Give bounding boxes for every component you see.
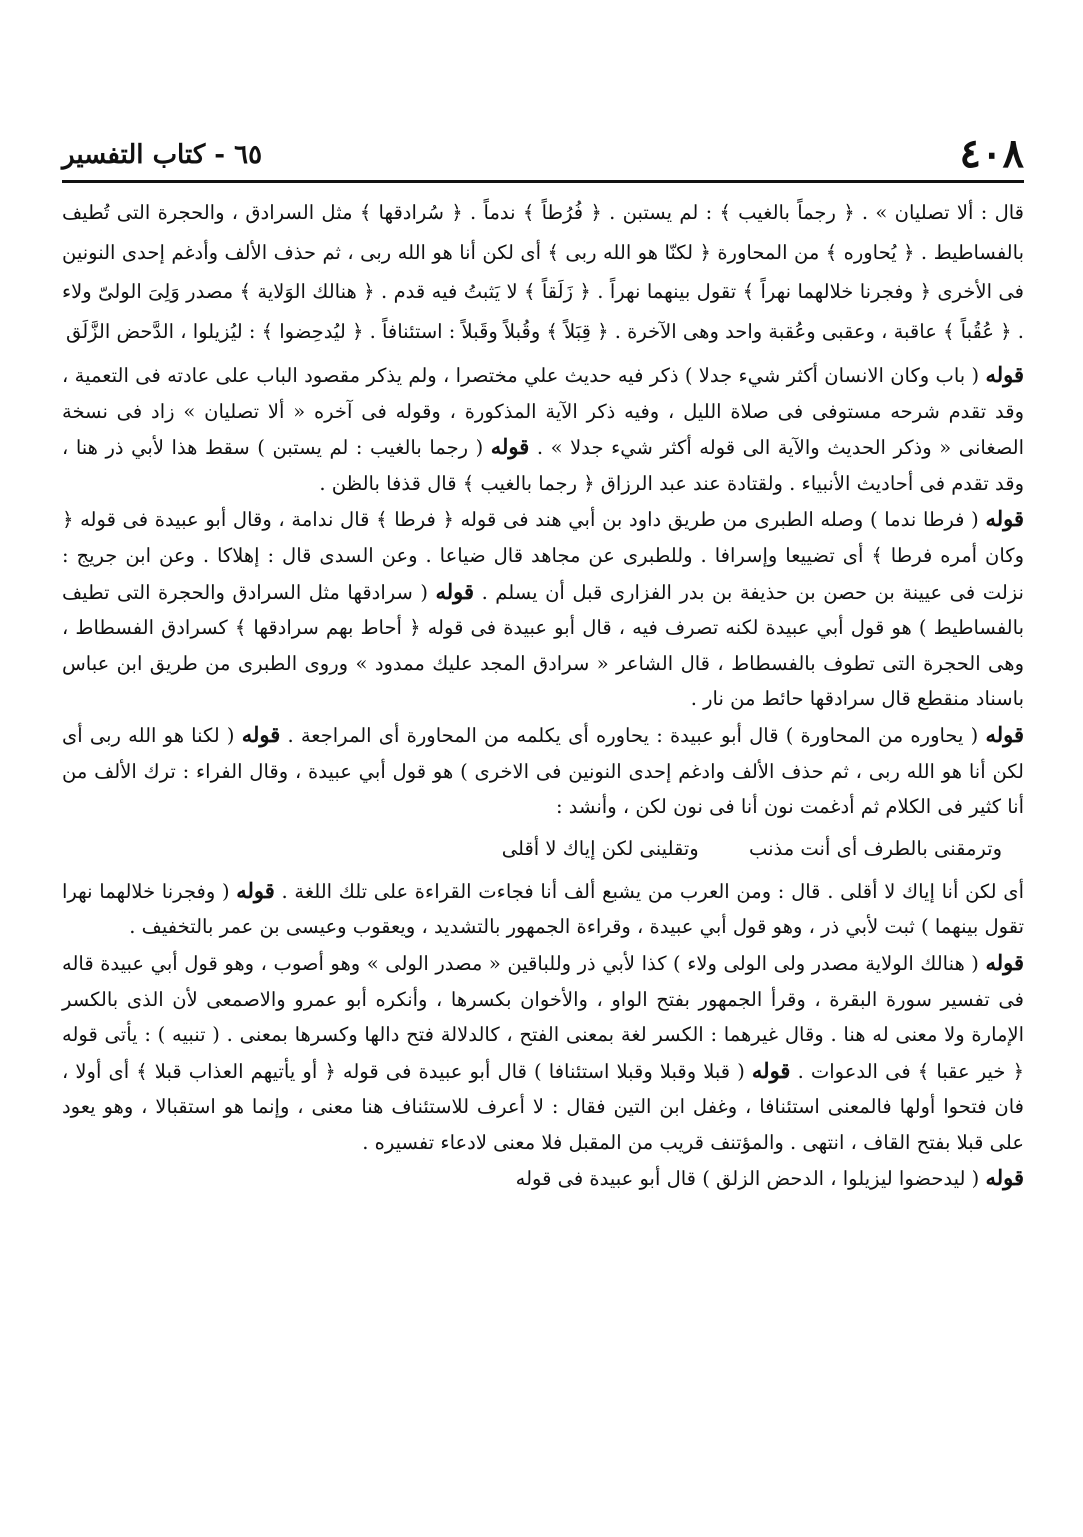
qawluhu-marker: قوله xyxy=(985,949,1024,975)
commentary-text: أى لكن أنا إياك لا أقلى . قال : ومن العرب من يشبع ألف أنا فجاءت القراءة على تلك اللغة . xyxy=(274,879,1024,903)
commentary-paragraph xyxy=(62,501,1024,717)
verses-text: قال : ألا تصليان » . ﴿ رجماً بالغيب ﴾ : لم يستبن . ﴿ فُرُطاً ﴾ ندماً . ﴿ سُرادقها ﴾ مثل السرادق ، والحجرة التى تُطيف بالفساطيط . ﴿ يُحاوره ﴾ من المحاورة ﴿ لكنّا هو الله ربى ﴾ أى لكن أنا هو الله ربى ، ثم حذف الألف وأدغم إحدى النونين فى الأخرى ﴿ وفجرنا خلالهما نهراً ﴾ تقول بينهما نهراً . ﴿ زَلَقاً ﴾ لا يَثبتُ فيه قدم . ﴿ هنالك الوَلاية ﴾ مصدر وَلِىَ الولىّ ولاء . ﴿ عُقُباً ﴾ عاقبة ، وعقبى وعُقبة واحد وهى الآخرة . ﴿ قِبَلاً ﴾ وقُبلاً وقَبلاً : استئنافاً . ﴿ ليُدحِضوا ﴾ : ليُزيلوا ، الدَّحض الزَّلَق xyxy=(62,201,1024,343)
page-header xyxy=(62,128,1024,183)
commentary-paragraph xyxy=(62,873,1024,945)
book-page xyxy=(62,128,1024,1508)
commentary-text: ( رجما بالغيب : لم يستبن ) سقط هذا لأبي ذر هنا ، وقد تقدم فى أحاديث الأنبياء . ولقتادة عند عبد الرزاق ﴿ رجما بالغيب ﴾ قال قذفا بالظن . xyxy=(62,436,1024,495)
commentary-text: ( ليدحضوا ليزيلوا ، الدحض الزلق ) قال أبو عبيدة فى قوله xyxy=(515,1167,986,1191)
commentary-text: ( قبلا وقبلا وقبلا استئنافا ) قال أبو عبيدة فى قوله ﴿ أو يأتيهم العذاب قبلا ﴾ أى أولا ، فان فتحوا أولها فالمعنى استئنافا ، وغفل ابن التين فقال : لا أعرف للاستئناف هنا معنى ، وإنما هو استقبالا ، وهو يعود على قبلا بفتح القاف ، انتهى . والمؤتنف قريب من المقبل فلا معنى لادعاء تفسيره . xyxy=(62,1059,1024,1154)
poem-hemistich-second: وتقلينى لكن إياك لا أقلى xyxy=(501,836,699,860)
qawluhu-marker: قوله xyxy=(985,362,1024,387)
qawluhu-marker: قوله xyxy=(985,506,1024,532)
qawluhu-marker: قوله xyxy=(236,877,275,903)
commentary-paragraph xyxy=(62,1160,1024,1197)
commentary-text: ( لكنا هو الله ربى أى لكن أنا هو الله ربى ، ثم حذف الألف وادغم إحدى النونين فى الاخرى ) هو قول أبي عبيدة ، وقال الفراء : ترك الألف من أنا كثير فى الكلام ثم أدغمت نون أنا فى نون لكن ، وأنشد : xyxy=(62,723,1024,819)
qawluhu-marker: قوله xyxy=(241,721,281,747)
qawluhu-marker: قوله xyxy=(751,1057,791,1083)
commentary-paragraph xyxy=(62,357,1024,501)
qawluhu-marker: قوله xyxy=(435,578,475,604)
commentary-text: ( باب وكان الانسان أكثر شيء جدلا ) ذكر فيه حديث علي مختصرا ، ولم يذكر مقصود الباب على عادته فى التعمية ، وقد تقدم شرحه مستوفى فى صلاة الليل ، وفيه ذكر الآية المذكورة ، وقوله فى آخره « ألا تصليان » زاد فى نسخة الصغانى « وذكر الحديث والآية الى قوله أكثر شيء جدلا » . xyxy=(62,364,1024,460)
commentary xyxy=(62,357,1024,1197)
qawluhu-marker: قوله xyxy=(985,1165,1024,1191)
commentary-text: ( يحاوره من المحاورة ) قال أبو عبيدة : يحاوره أى يكلمه من المحاورة أى المراجعة . xyxy=(280,723,986,747)
commentary-text: ( فرطا ندما ) وصله الطبرى من طريق داود بن أبي هند فى قوله ﴿ فرطا ﴾ قال ندامة ، وقال أبو عبيدة فى قوله ﴿ وكان أمره فرطا ﴾ أى تضييعا وإسرافا . وللطبرى عن مجاهد قال ضياعا . وعن السدى قال : إهلاكا . وعن ابن جريج : نزلت فى عيينة بن حصن بن حذيفة بن بدر الفزارى قبل أن يسلم . xyxy=(62,508,1024,604)
commentary-text: ( وفجرنا خلالهما نهرا تقول بينهما ) ثبت لأبي ذر ، وهو قول أبي عبيدة ، وقراءة الجمهور بالتشديد ، ويعقوب وعيسى بن عمر بالتخفيف . xyxy=(62,879,1024,939)
poem-hemistich-first: وترمقنى بالطرف أى أنت مذنب xyxy=(748,836,1002,860)
poem-verse xyxy=(62,827,1024,871)
commentary-paragraph xyxy=(62,717,1024,825)
book-title: ٦٥ - كتاب التفسير xyxy=(62,140,263,170)
qawluhu-marker: قوله xyxy=(985,721,1024,747)
commentary-text: ( سرادقها مثل السرادق والحجرة التى تطيف بالفساطيط ) هو قول أبي عبيدة لكنه تصرف فيه ، قال أبو عبيدة فى قوله ﴿ أحاط بهم سرادقها ﴾ كسرادق الفسطاط ، وهى الحجرة التى تطوف بالفسطاط ، قال الشاعر « سرادق المجد عليك ممدود » وروى الطبرى من طريق ابن عباس باسناد منقطع قال سرادقها حائط من نار . xyxy=(62,580,1024,711)
page-number: ٤٠٨ xyxy=(959,130,1024,177)
commentary-text: ( هنالك الولاية مصدر ولى الولى ولاء ) كذا لأبي ذر وللباقين « مصدر الولى » وهو أصوب ، وهو قول أبي عبيدة قاله فى تفسير سورة البقرة ، وقرأ الجمهور بفتح الواو ، والأخوان بكسرها ، وأنكره أبو عمرو والاصمعى لأن الذى بالكسر الإمارة ولا معنى له هنا . وقال غيرهما : الكسر لغة بمعنى الفتح ، كالدلالة فتح دالها وكسرها بمعنى . ( تنبيه ) : يأتى قوله ﴿ خير عقبا ﴾ فى الدعوات . xyxy=(62,951,1024,1083)
commentary-paragraph xyxy=(62,945,1024,1161)
qawluhu-marker: قوله xyxy=(490,434,530,460)
